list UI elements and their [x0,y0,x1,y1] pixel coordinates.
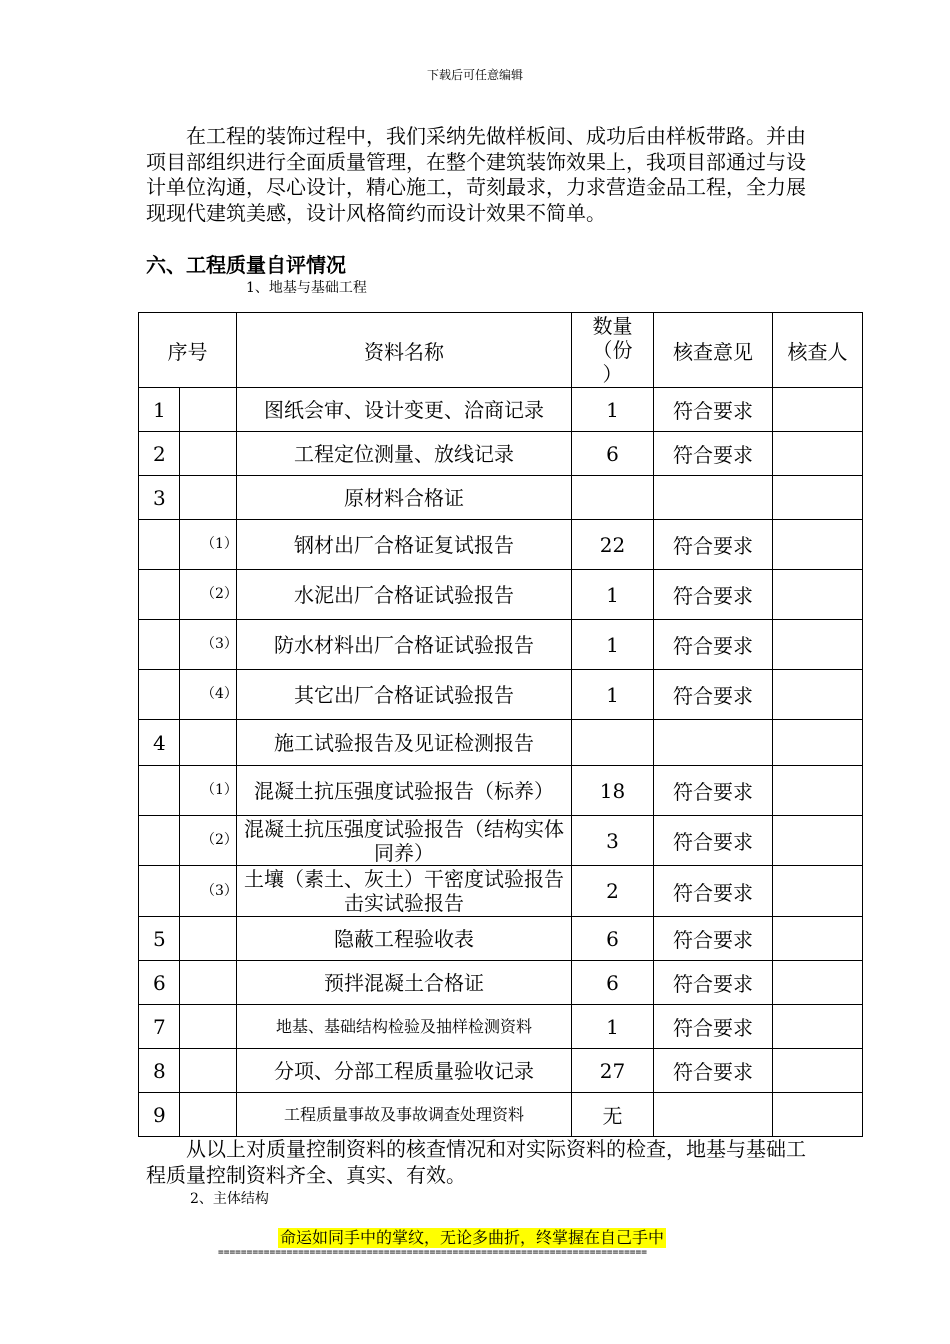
row-name: 工程定位测量、放线记录 [237,432,572,476]
row-index: 1 [139,388,180,432]
row-quantity: 18 [572,766,654,816]
row-quantity [572,720,654,766]
row-result: 符合要求 [654,917,773,961]
table-row [139,766,863,816]
header-quantity-line-1: 数量 [592,314,633,338]
row-quantity: 6 [572,432,654,476]
table-row [139,520,863,570]
row-name: 钢材出厂合格证复试报告 [237,520,572,570]
row-checker [773,520,863,570]
row-subindex: （1） [180,520,237,570]
table-row [139,388,863,432]
row-name: 防水材料出厂合格证试验报告 [237,620,572,670]
row-quantity: 6 [572,917,654,961]
row-quantity: 1 [572,670,654,720]
row-result [654,476,773,520]
row-name: 水泥出厂合格证试验报告 [237,570,572,620]
row-subindex: （3） [180,866,237,917]
row-index [139,570,180,620]
row-index: 6 [139,961,180,1005]
header-quantity-line-3: ） [602,362,623,386]
row-result: 符合要求 [654,388,773,432]
intro-paragraph: 在工程的装饰过程中，我们采纳先做样板间、成功后由样板带路。并由项目部组织进行全面质量管理，在整个建筑装饰效果上，我项目部通过与设计单位沟通，尽心设计，精心施工，苛刻最求，力求营造金品工程，全力展现现代建筑美感，设计风格简约而设计效果不简单。 [146,124,806,225]
table-row [139,432,863,476]
row-checker [773,670,863,720]
row-subindex [180,961,237,1005]
row-result [654,1093,773,1137]
row-result: 符合要求 [654,670,773,720]
table-row [139,570,863,620]
table-row [139,866,863,917]
row-subindex: （1） [180,766,237,816]
row-index [139,620,180,670]
row-result: 符合要求 [654,961,773,1005]
footer-rule: =========================================================================== [218,1247,647,1258]
row-result: 符合要求 [654,520,773,570]
subsection-heading-1: 1、地基与基础工程 [246,280,367,296]
row-subindex: （4） [180,670,237,720]
row-index [139,816,180,866]
quality-control-table [138,312,863,1137]
row-index [139,520,180,570]
table-header-row [139,313,863,388]
row-checker [773,388,863,432]
row-subindex [180,1005,237,1049]
table-row [139,620,863,670]
table-row [139,1049,863,1093]
row-name: 工程质量事故及事故调查处理资料 [237,1093,572,1137]
row-result: 符合要求 [654,1005,773,1049]
row-name: 混凝土抗压强度试验报告（结构实体同养） [237,816,572,866]
row-quantity: 3 [572,816,654,866]
row-checker [773,720,863,766]
row-quantity: 1 [572,388,654,432]
row-name: 隐蔽工程验收表 [237,917,572,961]
header-note: 下载后可任意编辑 [426,68,523,82]
row-checker [773,1093,863,1137]
header-quantity-line-2: （份 [592,338,633,362]
row-name: 原材料合格证 [237,476,572,520]
row-checker [773,766,863,816]
row-quantity: 1 [572,570,654,620]
row-index [139,866,180,917]
row-quantity [572,476,654,520]
row-checker [773,1005,863,1049]
row-subindex [180,917,237,961]
row-subindex [180,720,237,766]
row-index: 7 [139,1005,180,1049]
section-title: 六、工程质量自评情况 [146,253,346,277]
table-row [139,670,863,720]
row-name: 地基、基础结构检验及抽样检测资料 [237,1005,572,1049]
row-index: 5 [139,917,180,961]
row-subindex [180,476,237,520]
row-index [139,670,180,720]
row-subindex: （2） [180,570,237,620]
row-subindex [180,1049,237,1093]
row-name: 预拌混凝土合格证 [237,961,572,1005]
row-result: 符合要求 [654,816,773,866]
row-quantity: 6 [572,961,654,1005]
row-quantity: 1 [572,1005,654,1049]
row-index: 3 [139,476,180,520]
row-name: 施工试验报告及见证检测报告 [237,720,572,766]
table-row [139,476,863,520]
row-subindex: （2） [180,816,237,866]
table-row [139,961,863,1005]
table-row [139,917,863,961]
row-quantity: 2 [572,866,654,917]
row-checker [773,816,863,866]
row-quantity: 无 [572,1093,654,1137]
row-index: 4 [139,720,180,766]
row-checker [773,570,863,620]
header-result: 核查意见 [654,313,773,388]
subsection-heading-2: 2、主体结构 [190,1191,269,1207]
header-quantity [572,313,654,388]
row-quantity: 27 [572,1049,654,1093]
row-result: 符合要求 [654,1049,773,1093]
row-index: 8 [139,1049,180,1093]
row-checker [773,917,863,961]
row-index: 9 [139,1093,180,1137]
table-row [139,720,863,766]
row-name: 分项、分部工程质量验收记录 [237,1049,572,1093]
row-index: 2 [139,432,180,476]
row-checker [773,866,863,917]
row-checker [773,476,863,520]
row-index [139,766,180,816]
footer-quote: 命运如同手中的掌纹，无论多曲折，终掌握在自己手中 [280,1228,665,1247]
row-checker [773,961,863,1005]
row-result: 符合要求 [654,570,773,620]
header-index: 序号 [139,313,237,388]
row-quantity: 1 [572,620,654,670]
row-checker [773,1049,863,1093]
conclusion-paragraph: 从以上对质量控制资料的核查情况和对实际资料的检查，地基与基础工程质量控制资料齐全、真实、有效。 [146,1137,806,1187]
row-result: 符合要求 [654,766,773,816]
row-subindex [180,388,237,432]
row-checker [773,620,863,670]
row-name: 土壤（素土、灰土）干密度试验报告击实试验报告 [237,866,572,917]
row-quantity: 22 [572,520,654,570]
table-row [139,1005,863,1049]
row-subindex [180,432,237,476]
row-subindex [180,1093,237,1137]
row-result: 符合要求 [654,866,773,917]
row-name: 混凝土抗压强度试验报告（标养） [237,766,572,816]
row-subindex: （3） [180,620,237,670]
table-row [139,816,863,866]
header-checker: 核查人 [773,313,863,388]
row-result [654,720,773,766]
row-result: 符合要求 [654,620,773,670]
table-row [139,1093,863,1137]
row-result: 符合要求 [654,432,773,476]
row-checker [773,432,863,476]
row-name: 其它出厂合格证试验报告 [237,670,572,720]
header-name: 资料名称 [237,313,572,388]
row-name: 图纸会审、设计变更、洽商记录 [237,388,572,432]
